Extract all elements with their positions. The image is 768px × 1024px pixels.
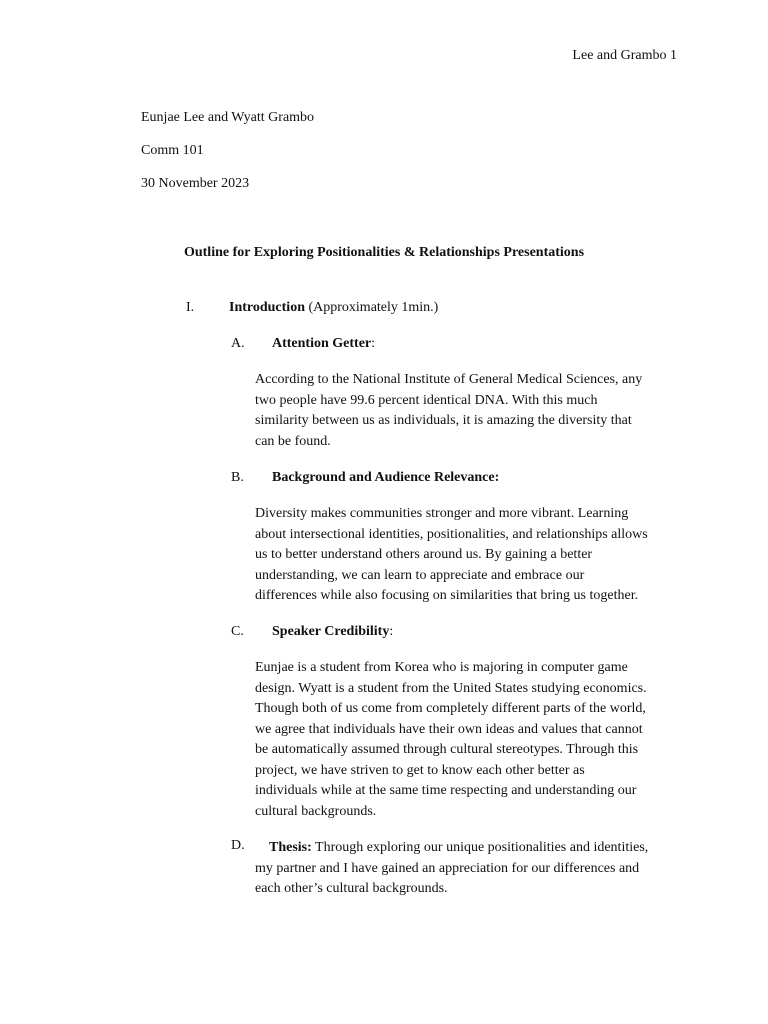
running-head: Lee and Grambo 1 [572,48,677,63]
item-a-suffix: : [371,336,376,351]
background-paragraph [255,504,685,607]
section-label: Introduction [229,300,305,315]
paragraph-line: Eunjae is a student from Korea who is majoring in computer game [255,660,628,675]
item-b-label: Background and Audience Relevance: [272,470,500,485]
paragraph-line: design. Wyatt is a student from the United States studying economics. [255,680,647,696]
item-d-letter: D. [231,838,245,853]
paragraph-line: individuals while at the same time respecting and understanding our [255,783,637,798]
document-title: Outline for Exploring Positionalities & Relationships Presentations [183,245,585,260]
section-note: (Approximately 1min.) [304,300,439,315]
paragraph-line: two people have 99.6 percent identical DNA. With this much [255,392,598,408]
item-c-heading [272,624,393,640]
item-c-letter: C. [231,624,244,639]
thesis-label: Thesis: [269,840,312,855]
section-heading [229,300,438,316]
course-name: Comm 101 [141,143,204,158]
item-b-letter: B. [231,470,244,485]
item-a-letter: A. [231,336,245,351]
speaker-credibility-paragraph [255,658,685,822]
item-c-suffix: : [389,624,394,639]
attention-getter-paragraph [255,370,685,452]
item-c-label: Speaker Credibility [272,624,390,639]
paragraph-line: similarity between us as individuals, it is amazing the diversity that [255,413,632,428]
item-b-heading [272,470,499,486]
paragraph-line: Though both of us come from completely different parts of the world, [255,701,646,716]
paragraph-line: we agree that individuals have their own ideas and values that cannot [255,721,643,737]
author-names: Eunjae Lee and Wyatt Grambo [141,110,315,125]
paragraph-line: Diversity makes communities stronger and more vibrant. Learning [255,506,629,521]
section-numeral: I. [186,300,195,315]
paragraph-line: differences while also focusing on similarities that bring us together. [255,588,639,603]
item-a-heading [272,336,375,352]
thesis-paragraph [255,838,685,900]
paragraph-line: my partner and I have gained an appreciation for our differences and [255,860,640,876]
paragraph-line: cultural backgrounds. [255,803,377,819]
thesis-first-line [255,838,685,859]
paragraph-line: be automatically assumed through cultural stereotypes. Through this [255,742,639,757]
paragraph-line: each other’s cultural backgrounds. [255,881,448,896]
paragraph-line: understanding, we can learn to appreciate and embrace our [255,567,585,583]
paragraph-line: us to better understand others around us. By gaining a better [255,547,593,562]
paragraph-line: According to the National Institute of General Medical Sciences, any [255,372,643,387]
document-date: 30 November 2023 [141,176,250,191]
paragraph-line: can be found. [255,433,331,449]
item-a-label: Attention Getter [272,336,372,351]
paragraph-line: project, we have striven to get to know each other better as [255,762,585,778]
thesis-text: Through exploring our unique positionalities and identities, [311,840,649,855]
paragraph-line: about intersectional identities, positionalities, and relationships allows [255,526,648,542]
